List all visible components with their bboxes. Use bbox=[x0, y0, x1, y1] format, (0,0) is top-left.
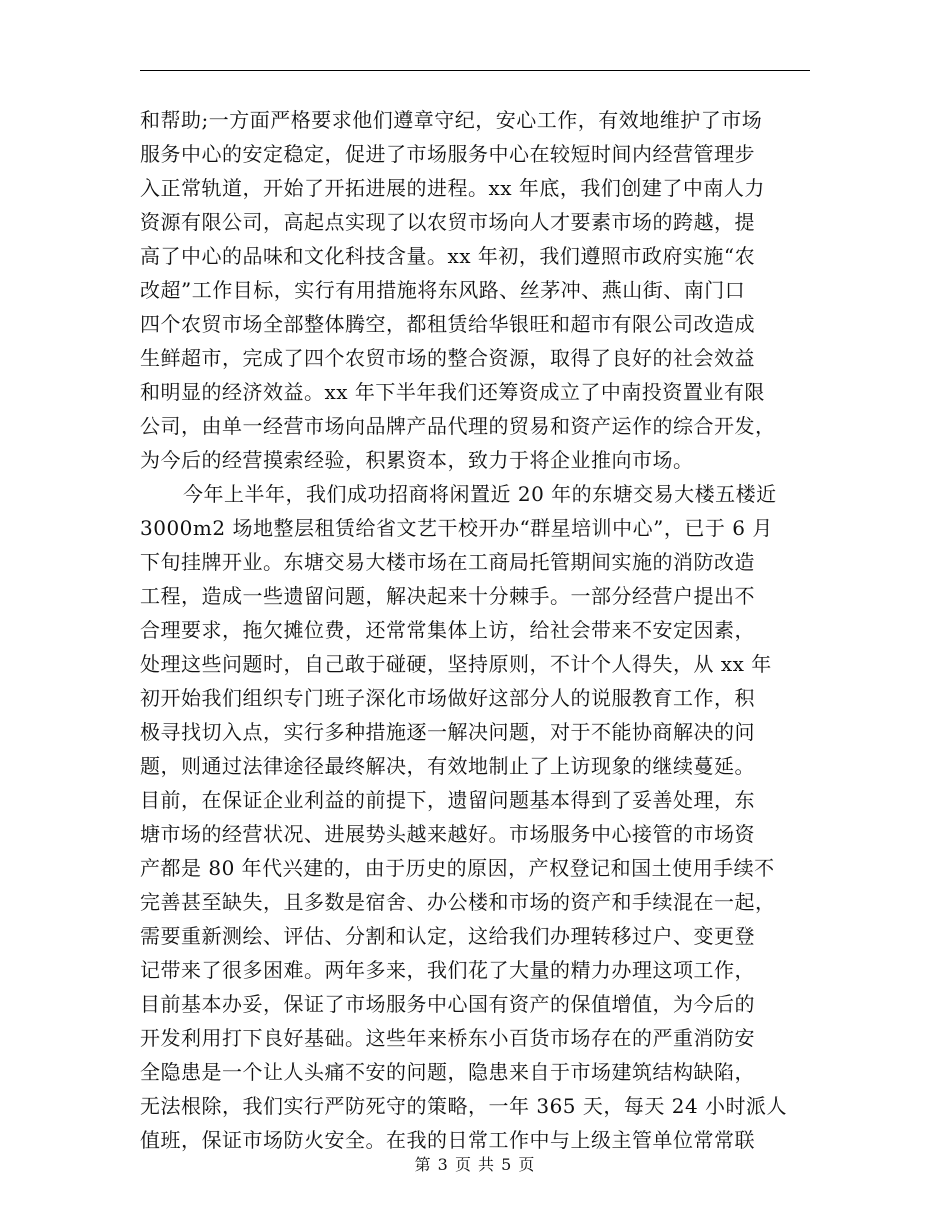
text-line: 产都是 80 年代兴建的，由于历史的原因，产权登记和国土使用手续不 bbox=[140, 856, 775, 880]
text-line: 开发利用打下良好基础。这些年来桥东小百货市场存在的严重消防安 bbox=[140, 1026, 755, 1050]
text-line: 完善甚至缺失，且多数是宿舍、办公楼和市场的资产和手续混在一起， bbox=[140, 890, 776, 914]
text-line: 和明显的经济效益。xx 年下半年我们还筹资成立了中南投资置业有限 bbox=[140, 380, 765, 404]
text-line: 值班，保证市场防火安全。在我的日常工作中与上级主管单位常常联 bbox=[140, 1128, 755, 1152]
text-line: 入正常轨道，开始了开拓进展的进程。xx 年底，我们创建了中南人力 bbox=[140, 176, 765, 200]
text-line: 四个农贸市场全部整体腾空，都租赁给华银旺和超市有限公司改造成 bbox=[140, 312, 755, 336]
text-line: 合理要求，拖欠摊位费，还常常集体上访，给社会带来不安定因素， bbox=[140, 618, 755, 642]
body-text bbox=[140, 103, 810, 1157]
text-line: 塘市场的经营状况、进展势头越来越好。市场服务中心接管的市场资 bbox=[140, 822, 755, 846]
text-line: 下旬挂牌开业。东塘交易大楼市场在工商局托管期间实施的消防改造 bbox=[140, 550, 755, 574]
text-line: 3000m2 场地整层租赁给省文艺干校开办“群星培训中心”，已于 6 月 bbox=[140, 516, 773, 540]
page-footer: 第 3 页 共 5 页 bbox=[414, 1155, 536, 1174]
text-line: 需要重新测绘、评估、分割和认定，这给我们办理转移过户、变更登 bbox=[140, 924, 755, 948]
text-line: 目前基本办妥，保证了市场服务中心国有资产的保值增值，为今后的 bbox=[140, 992, 755, 1016]
text-line: 记带来了很多困难。两年多来，我们花了大量的精力办理这项工作， bbox=[140, 958, 755, 982]
text-line: 为今后的经营摸索经验，积累资本，致力于将企业推向市场。 bbox=[140, 448, 694, 472]
text-line: 处理这些问题时，自己敢于碰硬，坚持原则，不计个人得失，从 xx 年 bbox=[140, 652, 772, 676]
text-line: 题，则通过法律途径最终解决，有效地制止了上访现象的继续蔓延。 bbox=[140, 754, 755, 778]
text-line: 服务中心的安定稳定，促进了市场服务中心在较短时间内经营管理步 bbox=[140, 142, 755, 166]
text-line: 极寻找切入点，实行多种措施逐一解决问题，对于不能协商解决的问 bbox=[140, 720, 755, 744]
text-line: 目前，在保证企业利益的前提下，遗留问题基本得到了妥善处理，东 bbox=[140, 788, 755, 812]
text-line: 和帮助;一方面严格要求他们遵章守纪，安心工作，有效地维护了市场 bbox=[140, 108, 763, 132]
text-line: 高了中心的品味和文化科技含量。xx 年初，我们遵照市政府实施“农 bbox=[140, 244, 756, 268]
text-line: 资源有限公司，高起点实现了以农贸市场向人才要素市场的跨越，提 bbox=[140, 210, 755, 234]
header-rule bbox=[140, 70, 810, 71]
text-line: 改超”工作目标，实行有用措施将东风路、丝茅冲、燕山街、南门口 bbox=[140, 278, 746, 302]
text-line: 初开始我们组织专门班子深化市场做好这部分人的说服教育工作，积 bbox=[140, 686, 755, 710]
text-line: 全隐患是一个让人头痛不安的问题，隐患来自于市场建筑结构缺陷， bbox=[140, 1060, 755, 1084]
text-line: 今年上半年，我们成功招商将闲置近 20 年的东塘交易大楼五楼近 bbox=[183, 482, 777, 506]
text-line: 公司，由单一经营市场向品牌产品代理的贸易和资产运作的综合开发， bbox=[140, 414, 776, 438]
text-line: 生鲜超市，完成了四个农贸市场的整合资源，取得了良好的社会效益 bbox=[140, 346, 755, 370]
text-line: 工程，造成一些遗留问题，解决起来十分棘手。一部分经营户提出不 bbox=[140, 584, 755, 608]
text-line: 无法根除，我们实行严防死守的策略，一年 365 天，每天 24 小时派人 bbox=[140, 1094, 788, 1118]
